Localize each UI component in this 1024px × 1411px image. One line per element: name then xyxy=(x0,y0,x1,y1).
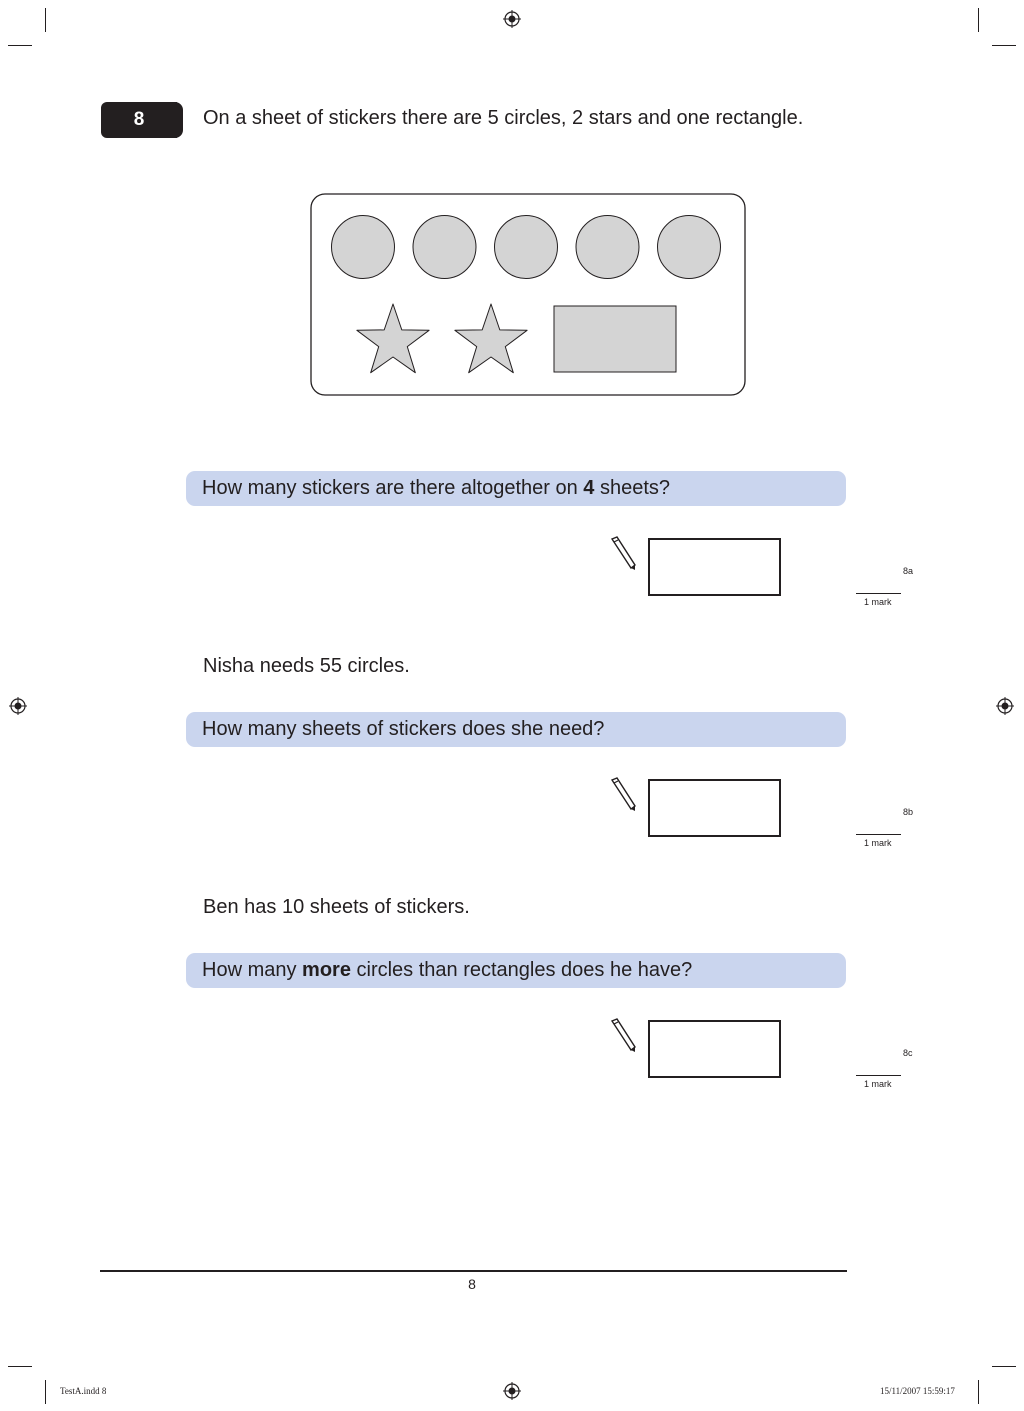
circle-sticker xyxy=(332,216,395,279)
question-band-8c xyxy=(186,953,846,988)
crop-mark xyxy=(978,1380,979,1404)
question-band-8b xyxy=(186,712,846,747)
mark-line xyxy=(856,593,901,594)
question-text: How many sheets of stickers does she need? xyxy=(202,718,605,740)
mark-line xyxy=(856,1075,901,1076)
answer-box-8b[interactable] xyxy=(648,779,781,837)
crop-mark xyxy=(8,1366,32,1367)
question-number: 8 xyxy=(101,102,177,138)
mark-label: 1 mark xyxy=(864,597,892,607)
mark-code: 8b xyxy=(903,807,914,817)
crop-mark xyxy=(8,45,32,46)
mark-code: 8c xyxy=(903,1048,913,1058)
footer-rule xyxy=(100,1270,847,1272)
sticker-sheet xyxy=(310,193,746,396)
pencil-icon xyxy=(609,536,637,570)
registration-mark-icon xyxy=(9,697,27,715)
mark-code: 8a xyxy=(903,566,914,576)
statement-8b: Nisha needs 55 circles. xyxy=(203,655,410,677)
pencil-icon xyxy=(609,777,637,811)
mark-label: 1 mark xyxy=(864,838,892,848)
mark-line xyxy=(856,834,901,835)
question-intro: On a sheet of stickers there are 5 circles, 2 stars and one rectangle. xyxy=(203,107,804,129)
registration-mark-icon xyxy=(503,1382,521,1400)
circle-sticker xyxy=(576,216,639,279)
circle-sticker xyxy=(495,216,558,279)
question-band-8a xyxy=(186,471,846,506)
slug-filename: TestA.indd 8 xyxy=(60,1386,107,1396)
rectangle-sticker xyxy=(554,306,676,372)
answer-box-8a[interactable] xyxy=(648,538,781,596)
slug-timestamp: 15/11/2007 15:59:17 xyxy=(880,1386,955,1396)
registration-mark-icon xyxy=(996,697,1014,715)
crop-mark xyxy=(992,1366,1016,1367)
statement-8c: Ben has 10 sheets of stickers. xyxy=(203,896,470,918)
circle-sticker xyxy=(658,216,721,279)
crop-mark xyxy=(978,8,979,32)
crop-mark xyxy=(45,1380,46,1404)
registration-mark-icon xyxy=(503,10,521,28)
crop-mark xyxy=(45,8,46,32)
question-text: How many more circles than rectangles does he have? xyxy=(202,959,693,981)
pencil-icon xyxy=(609,1018,637,1052)
crop-mark xyxy=(992,45,1016,46)
mark-label: 1 mark xyxy=(864,1079,892,1089)
question-text: How many stickers are there altogether on 4 sheets? xyxy=(202,477,671,499)
answer-box-8c[interactable] xyxy=(648,1020,781,1078)
circle-sticker xyxy=(413,216,476,279)
page-number: 8 xyxy=(468,1276,476,1292)
